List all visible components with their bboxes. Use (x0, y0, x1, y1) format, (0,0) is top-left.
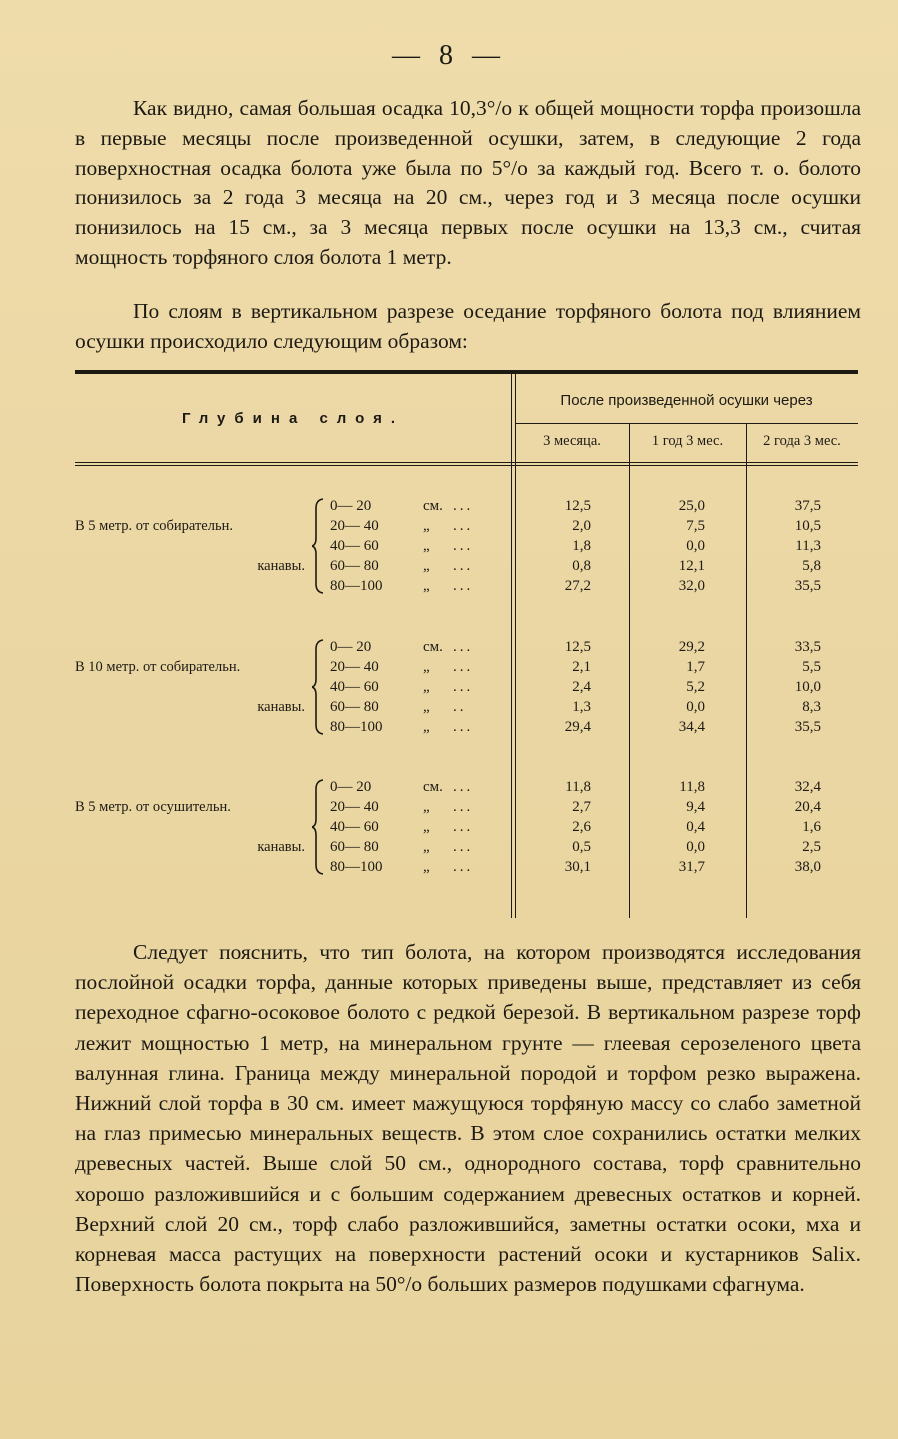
settlement-value: 37,5 (794, 498, 821, 514)
leader-dots: ... (453, 659, 474, 675)
paragraph-3 (75, 937, 861, 1299)
layer-range: 20— 40 (330, 659, 379, 675)
group-location-line2: канавы. (257, 839, 305, 855)
table-top-rule-thin (75, 373, 858, 374)
group-location-line1: В 5 метр. от собирательн. (75, 518, 233, 534)
layer-unit: „ (423, 819, 430, 835)
leader-dots: ... (453, 518, 474, 534)
settlement-value: 0,0 (686, 699, 705, 715)
layer-range: 80—100 (330, 578, 383, 594)
settlement-value: 11,3 (795, 538, 821, 554)
settlement-value: 1,8 (572, 538, 591, 554)
settlement-value: 1,3 (572, 699, 591, 715)
leader-dots: ... (453, 859, 474, 875)
layer-range: 20— 40 (330, 799, 379, 815)
settlement-value: 1,6 (802, 819, 821, 835)
layer-unit: „ (423, 659, 430, 675)
leader-dots: .. (453, 699, 467, 715)
settlement-value: 12,5 (564, 639, 591, 655)
leader-dots: ... (453, 779, 474, 795)
settlement-value: 0,0 (686, 538, 705, 554)
settlement-value: 35,5 (794, 578, 821, 594)
table-row (75, 657, 858, 677)
settlement-value: 34,4 (678, 719, 705, 735)
table-group (75, 777, 858, 877)
settlement-value: 30,1 (564, 859, 591, 875)
settlement-value: 11,8 (679, 779, 705, 795)
settlement-value: 29,2 (678, 639, 705, 655)
settlement-value: 31,7 (678, 859, 705, 875)
leader-dots: ... (453, 538, 474, 554)
settlement-value: 8,3 (802, 699, 821, 715)
header-depth: Глубина слоя. (181, 410, 405, 427)
settlement-table (75, 370, 858, 918)
header-col-3-months: 3 месяца. (543, 433, 601, 449)
settlement-value: 10,5 (794, 518, 821, 534)
settlement-value: 2,7 (572, 799, 591, 815)
table-row (75, 797, 858, 817)
paragraph-2-text: По слоям в вертикальном разрезе оседание торфяного болота под влиянием осушки происходило следующим образом: (75, 299, 861, 353)
settlement-value: 32,0 (678, 578, 705, 594)
header-after-drainage: После произведенной осушки через (560, 392, 813, 409)
table-row (75, 717, 858, 737)
header-col-2-years: 2 года 3 мес. (763, 433, 841, 449)
settlement-value: 0,0 (686, 839, 705, 855)
settlement-value: 11,8 (565, 779, 591, 795)
layer-unit: „ (423, 558, 430, 574)
group-location-line2: канавы. (257, 699, 305, 715)
table-row (75, 677, 858, 697)
layer-unit: „ (423, 679, 430, 695)
layer-unit: „ (423, 719, 430, 735)
leader-dots: ... (453, 839, 474, 855)
settlement-value: 1,7 (686, 659, 705, 675)
settlement-value: 5,2 (686, 679, 705, 695)
layer-range: 60— 80 (330, 558, 379, 574)
layer-range: 60— 80 (330, 699, 379, 715)
table-row (75, 516, 858, 536)
settlement-value: 9,4 (686, 799, 705, 815)
layer-unit: „ (423, 518, 430, 534)
leader-dots: ... (453, 578, 474, 594)
settlement-value: 0,4 (686, 819, 705, 835)
layer-unit: „ (423, 538, 430, 554)
layer-range: 40— 60 (330, 819, 379, 835)
table-row (75, 837, 858, 857)
table-row (75, 536, 858, 556)
leader-dots: ... (453, 639, 474, 655)
layer-range: 40— 60 (330, 679, 379, 695)
layer-range: 80—100 (330, 859, 383, 875)
layer-unit: „ (423, 799, 430, 815)
settlement-value: 0,5 (572, 839, 591, 855)
layer-unit: „ (423, 699, 430, 715)
settlement-value: 10,0 (794, 679, 821, 695)
layer-range: 0— 20 (330, 639, 372, 655)
settlement-value: 20,4 (794, 799, 821, 815)
settlement-value: 12,5 (564, 498, 591, 514)
layer-range: 0— 20 (330, 779, 372, 795)
settlement-value: 7,5 (686, 518, 705, 534)
table-row (75, 817, 858, 837)
settlement-value: 35,5 (794, 719, 821, 735)
leader-dots: ... (453, 799, 474, 815)
table-row (75, 496, 858, 516)
settlement-value: 25,0 (678, 498, 705, 514)
group-location-line1: В 5 метр. от осушительн. (75, 799, 231, 815)
table-row (75, 857, 858, 877)
header-sub-rule (515, 423, 858, 424)
leader-dots: ... (453, 719, 474, 735)
group-location-line1: В 10 метр. от собирательн. (75, 659, 241, 675)
layer-unit: см. (423, 639, 443, 655)
paragraph-1-text: Как видно, самая большая осадка 10,3°/o к общей мощности торфа произошла в первые месяцы после произведенной осушки, затем, в следующие 2 года поверхностная осадка болота уже была по 5°/o за каждый год. Всего т. о. болото понизилось за 2 года 3 месяца на 20 см., через год и 3 месяца после осушки понизилось на 15 см., за 3 месяца первых после осушки на 13,3 см., считая мощность торфяного слоя болота 1 метр. (75, 96, 861, 269)
group-location-line2: канавы. (257, 558, 305, 574)
settlement-value: 2,0 (572, 518, 591, 534)
header-bottom-rule (75, 462, 858, 463)
table-group (75, 496, 858, 596)
layer-unit: „ (423, 859, 430, 875)
paragraph-1 (75, 94, 861, 273)
table-group (75, 637, 858, 737)
leader-dots: ... (453, 819, 474, 835)
settlement-value: 27,2 (564, 578, 591, 594)
paragraph-2 (75, 297, 861, 357)
settlement-value: 2,5 (802, 839, 821, 855)
leader-dots: ... (453, 558, 474, 574)
settlement-value: 12,1 (678, 558, 705, 574)
settlement-value: 33,5 (794, 639, 821, 655)
settlement-value: 5,8 (802, 558, 821, 574)
settlement-value: 0,8 (572, 558, 591, 574)
layer-range: 20— 40 (330, 518, 379, 534)
table-row (75, 637, 858, 657)
settlement-value: 2,6 (572, 819, 591, 835)
settlement-value: 38,0 (794, 859, 821, 875)
layer-range: 60— 80 (330, 839, 379, 855)
table-row (75, 576, 858, 596)
settlement-value: 2,4 (572, 679, 591, 695)
layer-unit: „ (423, 578, 430, 594)
settlement-value: 2,1 (572, 659, 591, 675)
table-row (75, 777, 858, 797)
settlement-value: 29,4 (564, 719, 591, 735)
leader-dots: ... (453, 498, 474, 514)
settlement-value: 5,5 (802, 659, 821, 675)
leader-dots: ... (453, 679, 474, 695)
layer-unit: см. (423, 779, 443, 795)
header-bottom-rule-2 (75, 465, 858, 466)
settlement-value: 32,4 (794, 779, 821, 795)
layer-range: 0— 20 (330, 498, 372, 514)
paragraph-3-text: Следует пояснить, что тип болота, на котором производятся исследования послойной осадки торфа, данные которых приведены выше, представляет из себя переходное сфагно-осоковое болото с редкой березой. В вертикальном разрезе торф лежит мощностью 1 метр, на минеральном грунте — глеевая серозеленого цвета валунная глина. Граница между минеральной породой и торфом резко выражена. Нижний слой торфа в 30 см. имеет мажущуюся торфяную массу со слабо заметной на глаз примесью минеральных веществ. В этом слое сохранились остатки мелких древесных частей. Выше слой 50 см., однородного состава, торф сравнительно хорошо разложившийся и с большим содержанием древесных остатков и корней. Верхний слой 20 см., торф слабо разложившийся, заметны остатки осоки, мха и корневая масса растущих на поверхности растений осоки и кустарников Salix. Поверхность болота покрыта на 50°/o больших размеров подушками сфагнума. (75, 940, 861, 1297)
layer-range: 40— 60 (330, 538, 379, 554)
page-number: — 8 — (392, 40, 506, 71)
layer-unit: „ (423, 839, 430, 855)
table-row (75, 556, 858, 576)
layer-range: 80—100 (330, 719, 383, 735)
layer-unit: см. (423, 498, 443, 514)
table-row (75, 697, 858, 717)
header-col-1-year: 1 год 3 мес. (651, 433, 724, 449)
